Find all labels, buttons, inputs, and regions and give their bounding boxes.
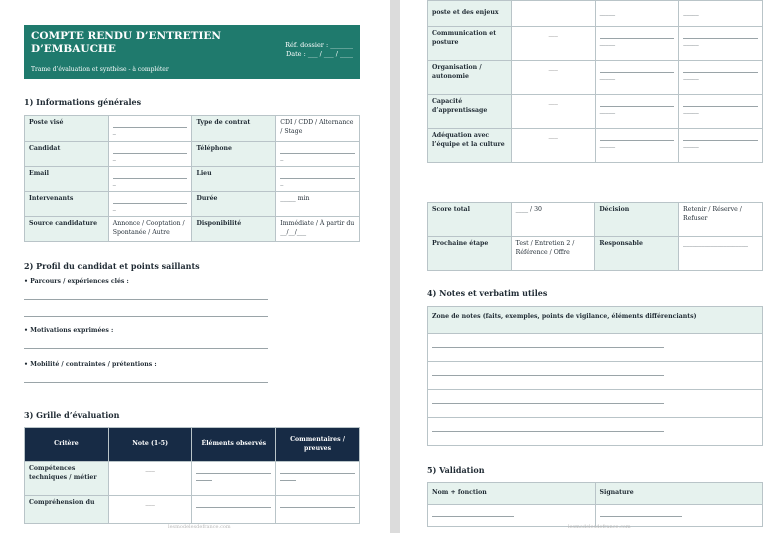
evaluation-grid <box>24 427 360 524</box>
responsible-label: Responsable <box>595 237 679 271</box>
comment-cell[interactable] <box>679 1 763 27</box>
label-cell: Source candidature <box>25 217 109 242</box>
blank-line <box>280 145 355 154</box>
score-cell[interactable] <box>511 1 595 27</box>
blank-line <box>113 170 188 179</box>
notes-zone-label: Zone de notes (faits, exemples, points de vigilance, éléments différenciants) <box>428 307 763 334</box>
blank-line <box>683 132 758 141</box>
decision-label: Décision <box>595 203 679 237</box>
table-row <box>25 217 360 242</box>
page-footer: lesmodelesdefrance.com <box>568 524 631 530</box>
table-row <box>428 362 763 390</box>
blank-short: _____ <box>683 141 699 148</box>
blank-line <box>432 337 664 348</box>
blank-line <box>113 145 188 154</box>
table-row <box>428 27 763 61</box>
criterion-cell: Communication et posture <box>428 27 512 61</box>
value-cell[interactable]: Annonce / Cooptation / Spontanée / Autre <box>108 217 192 242</box>
blank-line <box>432 421 664 432</box>
col-header-critere: Critère <box>25 428 109 462</box>
value-cell[interactable] <box>108 142 192 167</box>
criterion-cell: poste et des enjeux <box>428 1 512 27</box>
grid-header-row <box>25 428 360 462</box>
table-row <box>25 192 360 217</box>
criterion-cell: Compétences techniques / métier <box>25 462 109 496</box>
blank-line <box>600 30 675 39</box>
col-header-commentaires: Commentaires / preuves <box>276 428 360 462</box>
table-row <box>428 95 763 129</box>
blank-line <box>113 195 188 204</box>
blank-line <box>600 64 675 73</box>
blank-short <box>196 474 212 481</box>
decision-value[interactable]: Retenir / Réserve / Refuser <box>679 203 763 237</box>
reference-field: Réf. dossier : _______ <box>285 41 353 49</box>
label-cell: Candidat <box>25 142 109 167</box>
signature-label: Signature <box>595 483 763 505</box>
col-header-note: Note (1-5) <box>108 428 192 462</box>
score-cell[interactable]: ___ <box>511 95 595 129</box>
notes-line-cell[interactable] <box>428 390 763 418</box>
value-cell[interactable] <box>276 142 360 167</box>
blank-line <box>683 30 758 39</box>
blank-short: _____ <box>683 107 699 114</box>
blank-cont: _ <box>280 154 284 161</box>
field-label-parcours: • Parcours / expériences clés : <box>24 278 129 285</box>
observed-cell[interactable] <box>192 462 276 496</box>
label-cell: Téléphone <box>192 142 276 167</box>
page-2 <box>400 0 783 533</box>
blank-cont: _ <box>112 204 116 211</box>
table-row <box>428 483 763 505</box>
blank-line <box>600 508 682 517</box>
criterion-cell: Organisation / autonomie <box>428 61 512 95</box>
score-total-label: Score total <box>428 203 512 237</box>
table-row <box>428 203 763 237</box>
blank-line[interactable] <box>24 348 268 349</box>
blank-short: _____ <box>683 39 699 46</box>
next-step-value[interactable]: Test / Entretien 2 / Référence / Offre <box>511 237 595 271</box>
value-cell[interactable] <box>108 192 192 217</box>
score-cell[interactable]: ___ <box>108 496 192 524</box>
notes-table <box>427 306 763 446</box>
comment-cell[interactable] <box>679 61 763 95</box>
page-footer: lesmodelesdefrance.com <box>168 524 231 530</box>
table-row <box>428 418 763 446</box>
label-cell: Durée <box>192 192 276 217</box>
criterion-cell: Capacité d’apprentissage <box>428 95 512 129</box>
blank-short: _____ <box>683 73 699 80</box>
blank-short: _____ <box>599 39 616 46</box>
blank-short <box>280 474 296 481</box>
table-row <box>25 496 360 524</box>
table-row <box>428 129 763 163</box>
comment-cell[interactable] <box>276 496 360 524</box>
table-row <box>25 167 360 192</box>
label-cell: Intervenants <box>25 192 109 217</box>
table-row <box>428 237 763 271</box>
value-cell[interactable]: CDI / CDD / Alternance / Stage <box>276 116 360 142</box>
blank-line[interactable] <box>24 382 268 383</box>
label-cell: Disponibilité <box>192 217 276 242</box>
blank-short: _____ <box>599 107 616 114</box>
date-field: Date : ___ / ___ / ____ <box>285 50 353 58</box>
responsible-value[interactable]: _____________________ <box>679 237 763 271</box>
score-table <box>427 202 763 271</box>
field-label-motivations: • Motivations exprimées : <box>24 327 114 334</box>
table-row <box>428 1 763 27</box>
notes-line-cell[interactable] <box>428 418 763 446</box>
criterion-cell: Compréhension du <box>25 496 109 524</box>
blank-line <box>432 508 514 517</box>
blank-line <box>196 465 271 474</box>
blank-line <box>196 499 271 508</box>
observed-cell[interactable] <box>595 27 679 61</box>
comment-cell[interactable] <box>679 95 763 129</box>
label-cell: Lieu <box>192 167 276 192</box>
table-row <box>25 116 360 142</box>
blank-line[interactable] <box>24 299 268 300</box>
page-1 <box>0 0 390 533</box>
observed-cell[interactable] <box>595 61 679 95</box>
blank-short: _____ <box>599 9 616 16</box>
section-4-title: 4) Notes et verbatim utiles <box>427 288 548 298</box>
blank-cont: _ <box>280 179 284 186</box>
blank-line <box>280 499 355 508</box>
blank-line <box>683 64 758 73</box>
comment-cell[interactable] <box>679 129 763 163</box>
document-header <box>24 25 360 79</box>
score-cell[interactable]: ___ <box>108 462 192 496</box>
table-row <box>25 462 360 496</box>
value-cell[interactable]: Immédiate / À partir du __/__/___ <box>276 217 360 242</box>
section-1-title: 1) Informations générales <box>24 97 142 107</box>
evaluation-grid-continued <box>427 0 763 163</box>
comment-cell[interactable] <box>679 27 763 61</box>
validation-table <box>427 482 763 527</box>
section-5-title: 5) Validation <box>427 465 485 475</box>
observed-cell[interactable] <box>595 129 679 163</box>
blank-line <box>280 465 355 474</box>
label-cell: Email <box>25 167 109 192</box>
blank-cont: _ <box>112 154 116 161</box>
label-cell: Type de contrat <box>192 116 276 142</box>
value-cell[interactable] <box>108 167 192 192</box>
score-cell[interactable]: ___ <box>511 129 595 163</box>
section-3-title: 3) Grille d’évaluation <box>24 410 120 420</box>
blank-cont: _ <box>112 128 116 135</box>
blank-line[interactable] <box>24 316 268 317</box>
blank-short: _____ <box>599 73 616 80</box>
table-row <box>428 390 763 418</box>
document-title: COMPTE RENDU D’ENTRETIEN D’EMBAUCHE <box>31 30 221 55</box>
blank-line <box>432 365 664 376</box>
score-cell[interactable]: ___ <box>511 27 595 61</box>
score-cell[interactable]: ___ <box>511 61 595 95</box>
notes-line-cell[interactable] <box>428 362 763 390</box>
blank-short: _____ <box>599 141 616 148</box>
section-2-title: 2) Profil du candidat et points saillants <box>24 261 200 271</box>
blank-line <box>600 98 675 107</box>
blank-line <box>432 393 664 404</box>
blank-line <box>113 119 188 128</box>
criterion-cell: Adéquation avec l’équipe et la culture <box>428 129 512 163</box>
blank-cont: _ <box>112 179 116 186</box>
observed-cell[interactable] <box>595 1 679 27</box>
table-row <box>428 334 763 362</box>
general-info-table <box>24 115 360 242</box>
notes-line-cell[interactable] <box>428 334 763 362</box>
blank-line <box>280 170 355 179</box>
label-cell: Poste visé <box>25 116 109 142</box>
reference-block <box>285 41 353 59</box>
observed-cell[interactable] <box>192 496 276 524</box>
table-row <box>25 142 360 167</box>
field-label-mobilite: • Mobilité / contraintes / prétentions : <box>24 361 157 368</box>
col-header-elements: Éléments observés <box>192 428 276 462</box>
name-function-label: Nom + fonction <box>428 483 596 505</box>
document-subtitle: Trame d’évaluation et synthèse - à compléter <box>31 66 169 73</box>
table-row <box>428 307 763 334</box>
value-cell[interactable]: _____ min <box>276 192 360 217</box>
value-cell[interactable] <box>108 116 192 142</box>
value-cell[interactable] <box>276 167 360 192</box>
blank-line <box>600 132 675 141</box>
table-row <box>428 61 763 95</box>
comment-cell[interactable] <box>276 462 360 496</box>
blank-short: _____ <box>683 9 699 16</box>
observed-cell[interactable] <box>595 95 679 129</box>
blank-line <box>683 98 758 107</box>
score-total-value[interactable]: ____ / 30 <box>511 203 595 237</box>
next-step-label: Prochaine étape <box>428 237 512 271</box>
